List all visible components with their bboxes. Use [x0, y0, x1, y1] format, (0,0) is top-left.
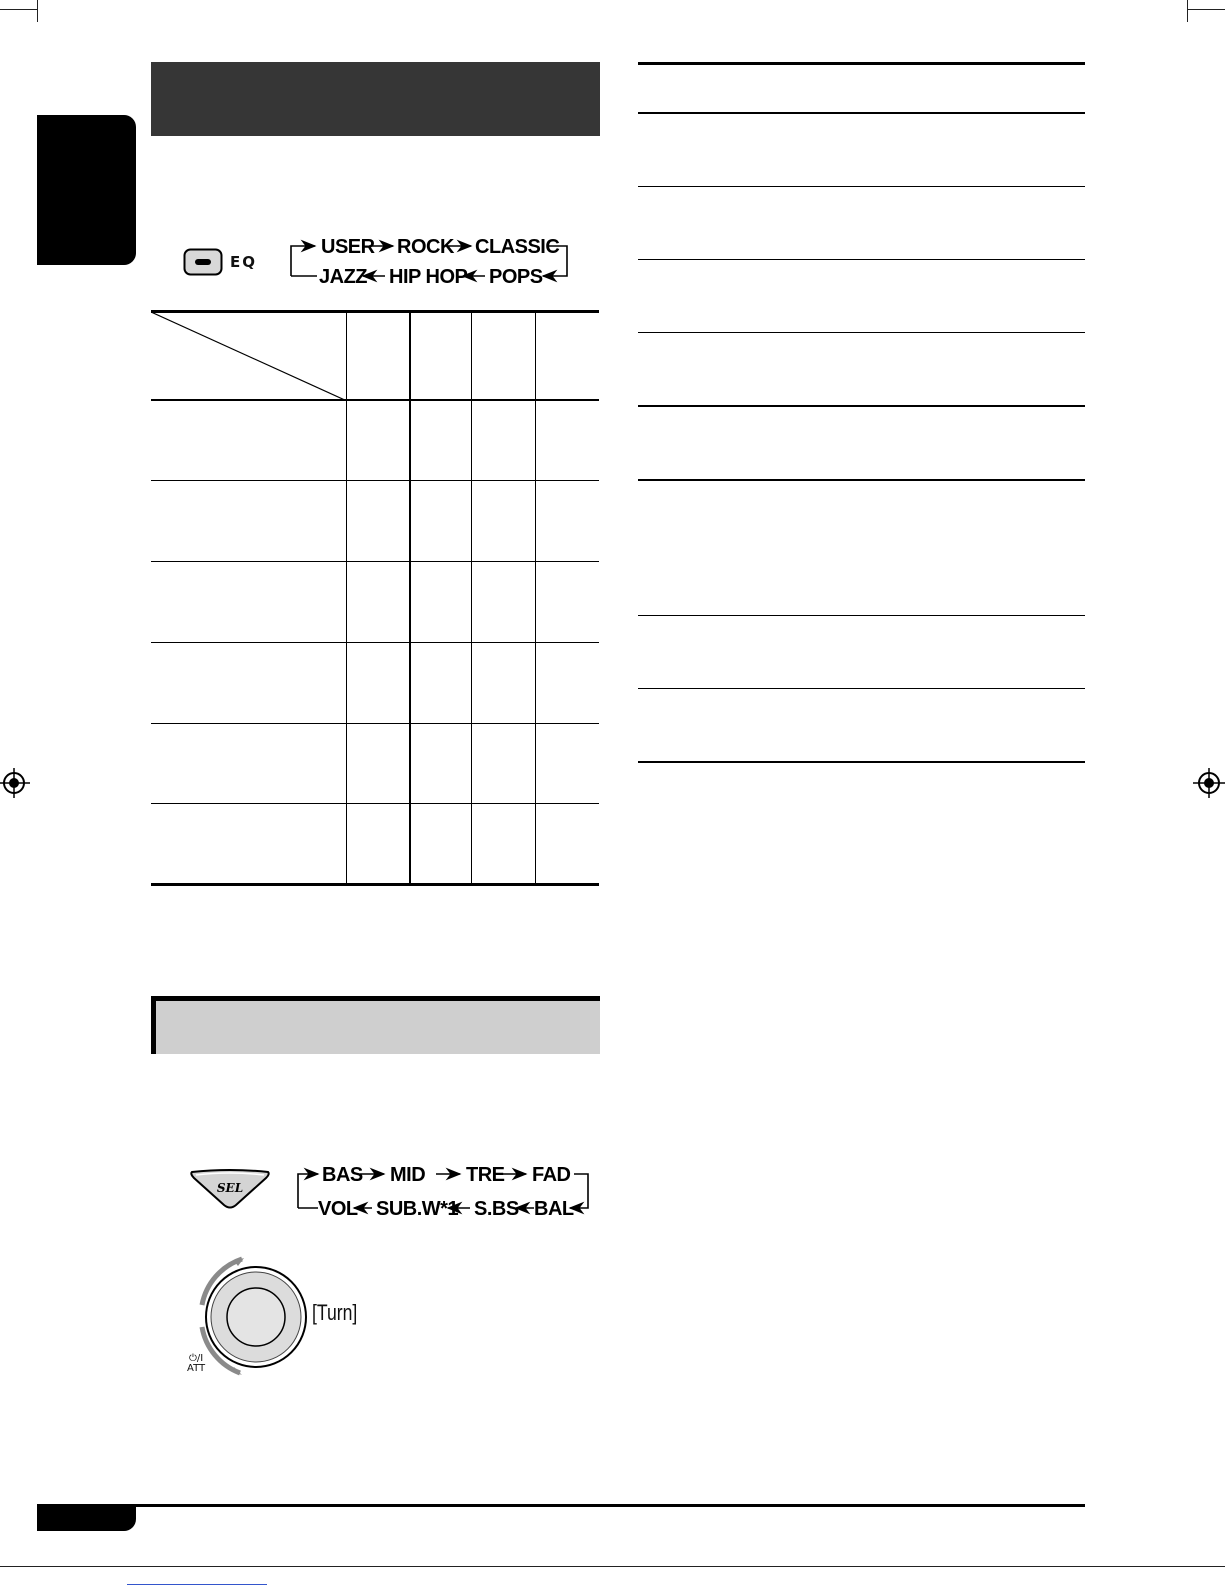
right-rule	[638, 186, 1085, 187]
right-rule	[638, 479, 1085, 481]
sel-item-bal: BAL	[534, 1198, 574, 1220]
sel-mode-flow	[290, 1160, 590, 1224]
turn-label: [Turn]	[312, 1300, 358, 1325]
table-column-rule	[471, 312, 472, 884]
sel-item-vol: VOL	[318, 1198, 358, 1220]
sel-item-bas: BAS	[322, 1164, 363, 1186]
sel-item-sbs: S.BS	[474, 1198, 519, 1220]
crop-mark	[0, 9, 38, 10]
page-number-tab	[37, 1504, 136, 1531]
right-rule	[638, 761, 1085, 763]
table-row-rule	[151, 642, 599, 643]
table-column-rule	[409, 312, 411, 884]
right-rule	[638, 405, 1085, 407]
sel-item-tre: TRE	[466, 1164, 505, 1186]
att-label: ATT	[187, 1363, 206, 1374]
eq-mode-hiphop: HIP HOP	[389, 266, 468, 288]
section-header-light	[151, 996, 600, 1054]
sel-button-icon[interactable]	[188, 1168, 272, 1210]
right-rule	[638, 112, 1085, 114]
table-bottom-rule	[151, 883, 599, 886]
sel-button-label: SEL	[216, 1181, 244, 1195]
eq-mode-flow	[285, 230, 575, 292]
crop-mark	[37, 0, 38, 22]
crop-mark	[0, 1566, 1225, 1567]
table-column-rule	[346, 312, 347, 884]
registration-mark-icon	[1193, 768, 1225, 798]
right-rule	[638, 615, 1085, 616]
power-att-label	[187, 1354, 205, 1374]
sel-item-mid: MID	[390, 1164, 426, 1186]
sel-item-fad: FAD	[532, 1164, 571, 1186]
eq-button-icon[interactable]	[183, 248, 223, 276]
registration-mark-icon	[0, 768, 30, 798]
eq-mode-user: USER	[321, 236, 375, 258]
control-knob-icon[interactable]	[192, 1255, 316, 1379]
right-rule	[638, 259, 1085, 260]
table-diagonal	[151, 312, 347, 401]
eq-mode-rock: ROCK	[397, 236, 454, 258]
sel-item-subw: SUB.W*1	[376, 1198, 459, 1220]
section-header-light-marker	[151, 996, 156, 1054]
right-rule	[638, 688, 1085, 689]
power-label: ⏻/I	[188, 1353, 204, 1364]
right-rule	[638, 332, 1085, 333]
eq-mode-pops: POPS	[489, 266, 543, 288]
section-header-dark	[151, 62, 600, 136]
crop-mark	[1187, 0, 1188, 22]
table-column-rule	[535, 312, 536, 884]
table-row-rule	[151, 723, 599, 724]
table-row-rule	[151, 480, 599, 481]
table-header-rule	[151, 399, 599, 401]
crop-mark	[1187, 9, 1225, 10]
eq-mode-classic: CLASSIC	[475, 236, 560, 258]
language-tab	[37, 115, 136, 265]
eq-mode-jazz: JAZZ	[319, 266, 367, 288]
right-rule	[638, 62, 1085, 65]
eq-button-label: EQ	[230, 253, 257, 271]
footer-rule	[37, 1504, 1085, 1507]
table-row-rule	[151, 803, 599, 804]
table-row-rule	[151, 561, 599, 562]
